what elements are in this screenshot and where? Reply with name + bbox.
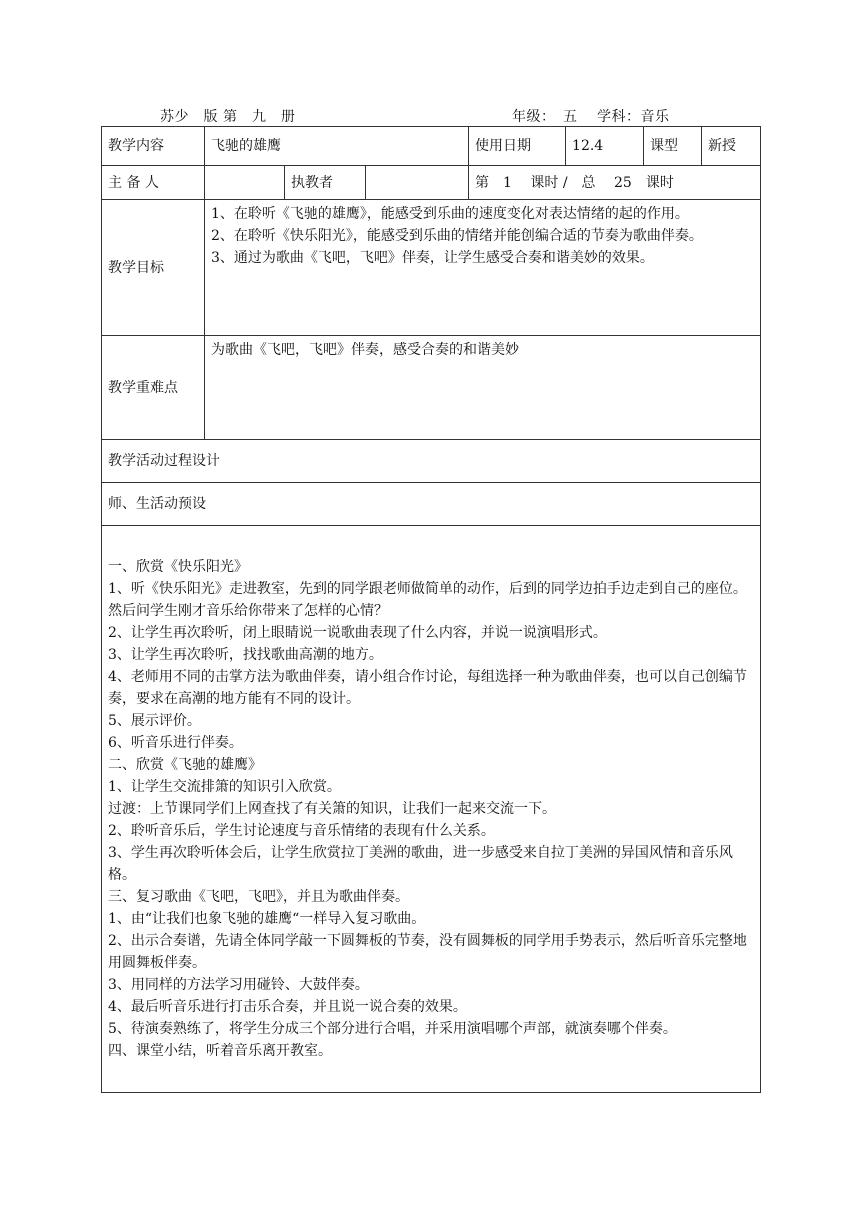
process-line: 1、让学生交流排箫的知识引入欣赏。 <box>108 779 341 795</box>
teaching-content-value: 飞驰的雄鹰 <box>205 127 469 166</box>
goal-item: 1、在聆听《飞驰的雄鹰》，能感受到乐曲的速度变化对表达情绪的起的作用。 <box>211 206 689 222</box>
process-line: 3、让学生再次聆听，找找歌曲高潮的地方。 <box>108 647 383 663</box>
process-line: 二、欣赏《飞驰的雄鹰》 <box>108 757 262 773</box>
process-line: 一、欣赏《快乐阳光》 <box>108 559 248 575</box>
label-key-points: 教学重难点 <box>102 336 205 440</box>
process-line: 四、课堂小结，听着音乐离开教室。 <box>108 1043 332 1059</box>
goal-item: 2、在聆听《快乐阳光》，能感受到乐曲的情绪并能创编合适的节奏为歌曲伴奏。 <box>211 228 703 244</box>
key-points-value: 为歌曲《飞吧，飞吧》伴奏，感受合奏的和谐美妙 <box>205 336 761 440</box>
label-teaching-content: 教学内容 <box>102 127 205 166</box>
activity-presets-heading: 师、生活动预设 <box>102 483 761 526</box>
label-use-date: 使用日期 <box>469 127 566 166</box>
process-line: 4、老师用不同的击掌方法为歌曲伴奏，请小组合作讨论，每组选择一种为歌曲伴奏，也可以自己创编节奏，要求在高潮的地方能有不同的设计。 <box>108 669 747 707</box>
teaching-goals <box>205 200 761 336</box>
process-line: 1、由“让我们也象飞驰的雄鹰“一样导入复习歌曲。 <box>108 911 426 927</box>
label-teaching-goals: 教学目标 <box>102 200 205 336</box>
process-line: 1、听《快乐阳光》走进教室，先到的同学跟老师做简单的动作，后到的同学边拍手边走到自己的座位。然后问学生刚才音乐给你带来了怎样的心情？ <box>108 581 747 619</box>
process-line: 5、展示评价。 <box>108 713 201 729</box>
main-preparer-value <box>205 166 285 200</box>
use-date-value: 12.4 <box>566 127 644 166</box>
process-line: 2、聆听音乐后，学生讨论速度与音乐情绪的表现有什么关系。 <box>108 823 495 839</box>
process-line: 三、复习歌曲《飞吧，飞吧》，并且为歌曲伴奏。 <box>108 889 409 905</box>
label-main-preparer: 主 备 人 <box>102 166 205 200</box>
header-edition: 苏少 版 第 九 册 <box>160 109 296 125</box>
process-line: 3、学生再次聆听体会后，让学生欣赏拉丁美洲的歌曲，进一步感受来自拉丁美洲的异国风情和音乐风格。 <box>108 845 733 883</box>
teacher-value <box>366 166 469 200</box>
lesson-type-value: 新授 <box>702 127 761 166</box>
process-line: 6、听音乐进行伴奏。 <box>108 735 243 751</box>
process-line: 4、最后听音乐进行打击乐合奏，并且说一说合奏的效果。 <box>108 999 467 1015</box>
lesson-plan-table <box>101 126 761 1093</box>
process-line: 3、用同样的方法学习用碰铃、大鼓伴奏。 <box>108 977 369 993</box>
process-line: 过渡：上节课同学们上网查找了有关箫的知识，让我们一起来交流一下。 <box>108 801 556 817</box>
lesson-count: 第 1 课时 / 总 25 课时 <box>469 166 761 200</box>
goal-item: 3、通过为歌曲《飞吧，飞吧》伴奏，让学生感受合奏和谐美妙的效果。 <box>211 250 654 266</box>
process-line: 2、出示合奏谱，先请全体同学敲一下圆舞板的节奏，没有圆舞板的同学用手势表示，然后听音乐完整地用圆舞板伴奏。 <box>108 933 747 971</box>
activity-design-heading: 教学活动过程设计 <box>102 440 761 483</box>
process-line: 2、让学生再次聆听，闭上眼睛说一说歌曲表现了什么内容，并说一说演唱形式。 <box>108 625 607 641</box>
header-grade-subject: 年级： 五 学科：音乐 <box>512 109 670 125</box>
label-teacher: 执教者 <box>285 166 366 200</box>
process-line: 5、待演奏熟练了，将学生分成三个部分进行合唱，并采用演唱哪个声部，就演奏哪个伴奏。 <box>108 1021 677 1037</box>
label-lesson-type: 课型 <box>644 127 702 166</box>
teaching-process <box>102 526 761 1093</box>
